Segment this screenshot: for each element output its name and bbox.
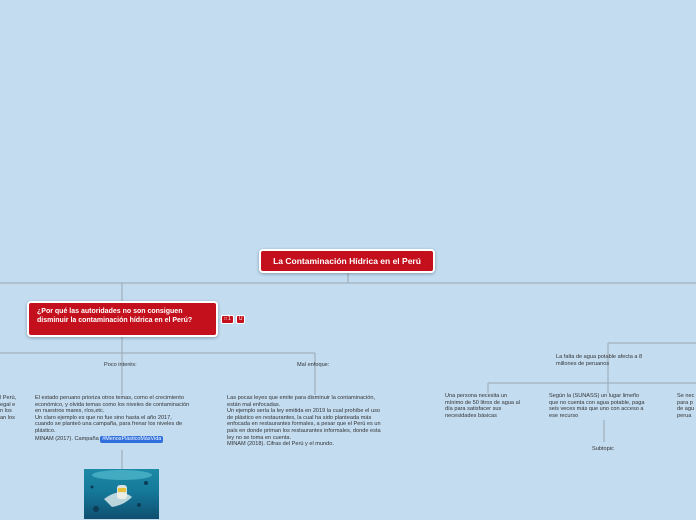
left-partial-text: l Perú, egal e n los an los: [0, 395, 17, 421]
comment-icon: □: [224, 316, 228, 322]
falta-agua-sub3-partial[interactable]: Se nec para p de agu perua: [677, 393, 695, 419]
comment-badge[interactable]: □ 1: [221, 315, 234, 324]
branch-label-poco-interes[interactable]: Poco interés:: [104, 362, 137, 368]
branch-label-falta-agua[interactable]: La falta de agua potable afecta a 8 millones de peruanos: [556, 354, 643, 367]
branch-label-mal-enfoque[interactable]: Mal enfoque:: [297, 362, 330, 368]
topic-badges: [221, 315, 245, 324]
falta-agua-sub1[interactable]: Una persona necesita un mínimo de 50 litros de agua al día para satisfacer sus necesidades básicas: [445, 393, 520, 419]
falta-agua-sub2[interactable]: Según la (SUNASS) un lugar limeño que no cuenta con agua potable, paga seis veces más que uno con acceso a ese recurso: [549, 393, 645, 419]
underwater-plastic-photo: [84, 469, 159, 519]
mal-enfoque-text[interactable]: Las pocas leyes que emite para disminuir la contaminación, están mal enfocadas. Un ejemplo sería la ley emitida en 2019 la cual prohíbe el uso de plástico en restaurantes, la cual ha sido planteada más enfocada en restaurantes formales, a pesar que el Perú es un país en donde priman los restaurantes informales, donde esta ley no se toma en cuenta. MINAM (2018). Cifras del Perú y el mundo.: [227, 395, 381, 448]
hashtag-tag[interactable]: #MenosPlásticoMásVida: [102, 435, 162, 442]
subtopic-placeholder[interactable]: Subtopic: [592, 446, 614, 452]
central-topic[interactable]: La Contaminación Hídrica en el Perú: [259, 249, 435, 273]
poco-interes-text[interactable]: El estado peruano prioriza otros temas, como el crecimiento económico, y olvida temas como los niveles de contaminación en nuestros mares, ríos,etc. Un claro ejemplo es que no fue sino hasta el año 2017, cuando se planteó una campaña, para frenar los niveles de plástico. MINAM (2017). Campaña #MenosPlásticoMásVida: [35, 395, 190, 442]
user-badge[interactable]: U: [236, 315, 246, 324]
main-topic-authorities[interactable]: ¿Por qué las autoridades no son consiguen disminuir la contaminación hídrica en el Perú?: [27, 301, 218, 337]
